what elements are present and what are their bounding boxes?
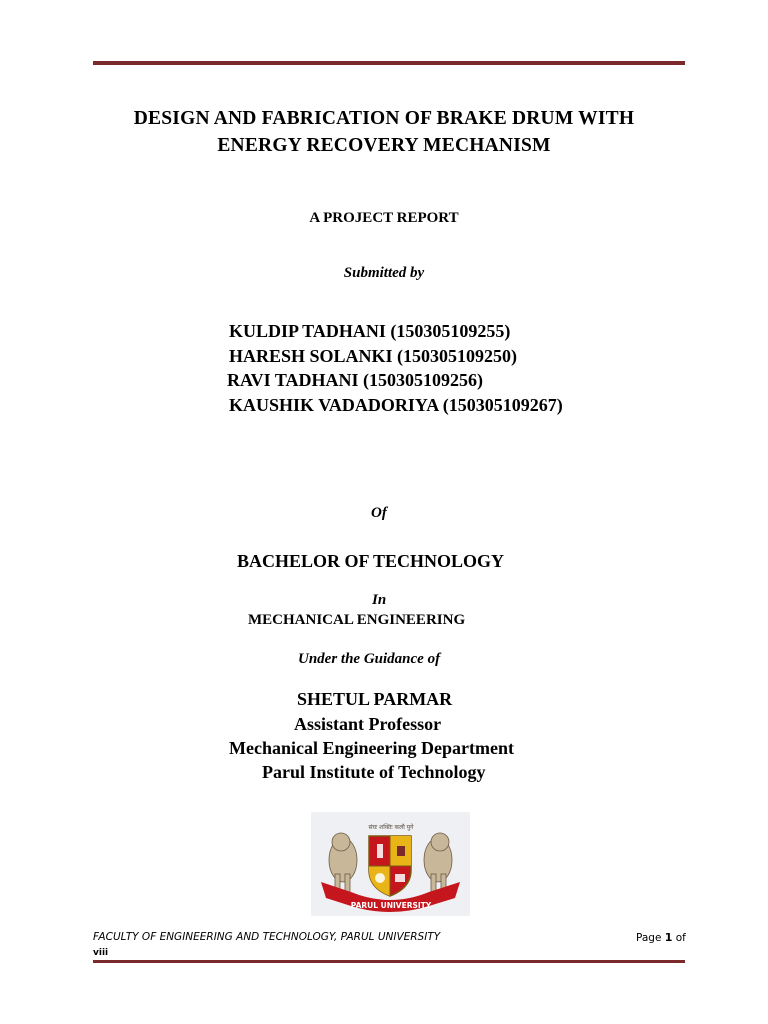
report-type: A PROJECT REPORT: [309, 210, 459, 226]
department: Mechanical Engineering Department: [229, 738, 514, 758]
title-line-2: ENERGY RECOVERY MECHANISM: [217, 135, 551, 156]
student-2: HARESH SOLANKI (150305109250): [229, 346, 518, 366]
footer-page-current: 1: [664, 931, 673, 944]
institute: Parul Institute of Technology: [262, 762, 486, 782]
left-lion-icon: [329, 833, 357, 892]
in-label: In: [372, 592, 387, 608]
ribbon-text: PARUL UNIVERSITY: [350, 901, 432, 910]
footer-page-number: [636, 931, 686, 944]
submitted-by-label: Submitted by: [343, 265, 425, 281]
student-3: RAVI TADHANI (150305109256): [227, 370, 484, 390]
footer-page-total: viii: [93, 948, 109, 958]
footer-page-prefix: Page: [636, 932, 665, 944]
shield-icon: [369, 836, 411, 896]
student-4: KAUSHIK VADADORIYA (150305109267): [229, 395, 563, 415]
footer-page-of: of: [672, 932, 686, 944]
branch: MECHANICAL ENGINEERING: [248, 612, 466, 628]
guide-name: SHETUL PARMAR: [297, 689, 453, 709]
guide-title: Assistant Professor: [294, 714, 442, 734]
of-label: Of: [371, 505, 387, 521]
student-1: KULDIP TADHANI (150305109255): [229, 321, 511, 341]
university-logo: [311, 812, 470, 916]
top-rule: [93, 61, 685, 65]
logo-motto: संघः शक्तिः कलौ युगे: [368, 824, 414, 831]
title-line-1: DESIGN AND FABRICATION OF BRAKE DRUM WITH: [133, 108, 635, 129]
bottom-rule: [93, 960, 685, 963]
degree: BACHELOR OF TECHNOLOGY: [237, 551, 505, 571]
footer-faculty: FACULTY OF ENGINEERING AND TECHNOLOGY, PARUL UNIVERSITY: [93, 931, 441, 943]
guidance-label: Under the Guidance of: [298, 651, 441, 667]
right-lion-icon: [424, 833, 452, 892]
